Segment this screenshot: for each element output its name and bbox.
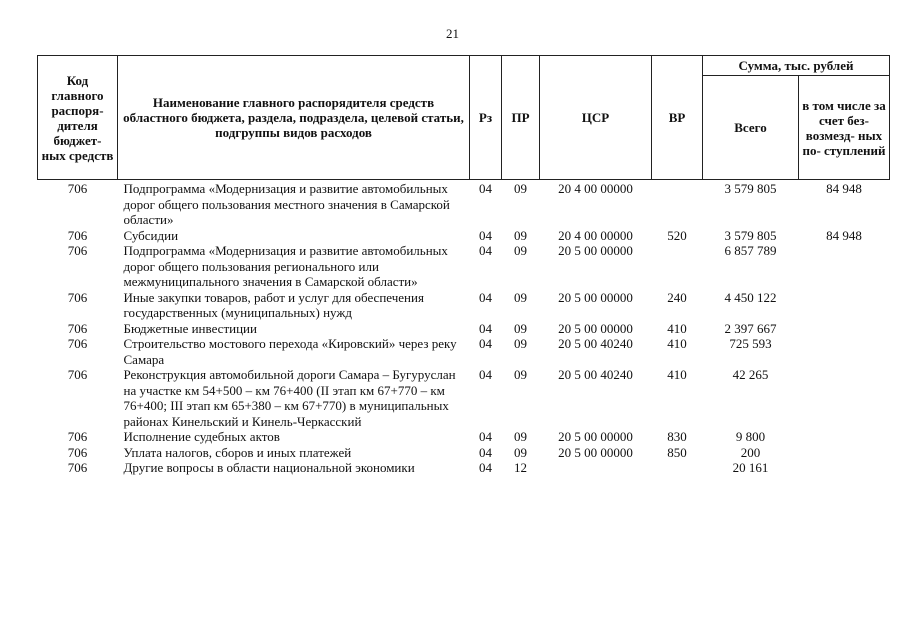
row-vr: 850 <box>667 444 687 460</box>
table-row <box>38 367 890 429</box>
row-incl: 84 948 <box>826 227 862 243</box>
header-sum-group: Сумма, тыс. рублей <box>703 56 890 76</box>
row-csr: 20 4 00 00000 <box>558 181 633 196</box>
table-row <box>38 180 890 228</box>
row-csr: 20 5 00 40240 <box>558 336 633 351</box>
row-total: 20 161 <box>732 460 769 475</box>
row-code: 706 <box>67 429 88 444</box>
row-csr: 20 5 00 00000 <box>558 289 633 305</box>
row-pr: 09 <box>514 429 527 444</box>
table-body <box>38 180 890 476</box>
row-name: Бюджетные инвестиции <box>123 320 257 336</box>
row-total: 2 397 667 <box>724 320 777 336</box>
budget-table <box>37 55 890 476</box>
row-name: Другие вопросы в области национальной экономики <box>123 460 415 475</box>
row-incl <box>799 367 890 429</box>
header-total: Всего <box>703 76 799 180</box>
row-pr: 09 <box>514 181 527 196</box>
row-total: 3 579 805 <box>724 227 777 243</box>
header-code: Код главного распоря- дителя бюджет- ных средств <box>38 56 118 180</box>
row-vr: 410 <box>667 367 687 382</box>
row-csr: 20 5 00 00000 <box>558 320 633 336</box>
header-pr: ПР <box>502 56 540 180</box>
row-csr: 20 5 00 40240 <box>558 367 633 382</box>
table-row <box>38 228 890 244</box>
row-rz: 04 <box>479 181 492 196</box>
row-incl <box>799 321 890 337</box>
table-row <box>38 445 890 461</box>
row-code: 706 <box>67 320 88 336</box>
row-name: Исполнение судебных актов <box>123 429 280 444</box>
row-incl <box>799 290 890 321</box>
table-row <box>38 243 890 290</box>
row-rz: 04 <box>479 460 492 475</box>
row-rz: 04 <box>479 289 492 305</box>
page-number: 21 <box>446 26 459 41</box>
row-pr: 09 <box>514 444 527 460</box>
row-vr <box>652 243 703 290</box>
row-rz: 04 <box>479 367 492 382</box>
row-vr: 410 <box>667 336 687 351</box>
header-csr: ЦСР <box>540 56 652 180</box>
row-csr <box>540 460 652 476</box>
row-code: 706 <box>67 367 88 382</box>
row-incl <box>799 445 890 461</box>
row-rz: 04 <box>479 429 492 444</box>
row-name: Строительство мостового перехода «Кировский» через реку Самара <box>123 336 457 367</box>
row-rz: 04 <box>479 336 492 351</box>
table-row <box>38 460 890 476</box>
row-vr <box>652 460 703 476</box>
row-name: Подпрограмма «Модернизация и развитие автомобильных дорог общего пользования регионального или межмуниципального значения в Самарской области» <box>123 243 448 289</box>
row-vr: 520 <box>667 227 687 243</box>
row-total: 200 <box>740 444 761 460</box>
table-row <box>38 321 890 337</box>
row-vr: 240 <box>667 289 687 305</box>
row-rz: 04 <box>479 227 492 243</box>
row-name: Подпрограмма «Модернизация и развитие автомобильных дорог общего пользования местного значения в Самарской области» <box>123 181 450 227</box>
row-name: Иные закупки товаров, работ и услуг для обеспечения государственных (муниципальных) нужд <box>123 289 424 320</box>
row-incl <box>799 336 890 367</box>
row-total: 6 857 789 <box>724 243 777 258</box>
row-code: 706 <box>67 460 88 475</box>
row-name: Уплата налогов, сборов и иных платежей <box>123 444 352 460</box>
row-vr: 830 <box>667 429 687 444</box>
row-rz: 04 <box>479 444 492 460</box>
row-pr: 09 <box>514 336 527 351</box>
row-code: 706 <box>67 289 88 305</box>
row-rz: 04 <box>479 320 492 336</box>
row-incl <box>799 429 890 445</box>
header-name: Наименование главного распорядителя средств областного бюджета, раздела, подраздела, целевой статьи, подгруппы видов расходов <box>118 56 470 180</box>
row-csr: 20 4 00 00000 <box>558 227 633 243</box>
row-pr: 09 <box>514 289 527 305</box>
row-pr: 09 <box>514 320 527 336</box>
row-total: 4 450 122 <box>724 289 777 305</box>
row-total: 725 593 <box>729 336 772 351</box>
row-incl <box>799 243 890 290</box>
row-total: 3 579 805 <box>724 181 777 196</box>
row-incl <box>799 460 890 476</box>
table-row <box>38 336 890 367</box>
row-code: 706 <box>67 243 88 258</box>
header-incl: в том числе за счет без- возмезд- ных по- ступлений <box>799 76 890 180</box>
row-incl: 84 948 <box>826 181 862 196</box>
row-vr: 410 <box>667 320 687 336</box>
row-pr: 09 <box>514 367 527 382</box>
row-total: 9 800 <box>735 429 766 444</box>
row-csr: 20 5 00 00000 <box>558 444 633 460</box>
row-rz: 04 <box>479 243 492 258</box>
header-vr: ВР <box>652 56 703 180</box>
table-header <box>38 56 890 180</box>
row-pr: 09 <box>514 243 527 258</box>
row-vr <box>652 180 703 228</box>
header-rz: Рз <box>470 56 502 180</box>
row-name: Субсидии <box>123 227 179 243</box>
row-csr: 20 5 00 00000 <box>558 429 633 444</box>
row-code: 706 <box>67 181 88 196</box>
row-total: 42 265 <box>732 367 769 382</box>
row-pr: 09 <box>514 227 527 243</box>
row-code: 706 <box>67 227 88 243</box>
row-name: Реконструкция автомобильной дороги Самара – Бугуруслан на участке км 54+500 – км 76+400 (II этап км 67+770 – км 76+400; III этап км 65+380 – км 67+770) в муниципальных районах Кинельский и Кинель-Черкасский <box>123 367 456 429</box>
row-code: 706 <box>67 444 88 460</box>
table-row <box>38 290 890 321</box>
table-row <box>38 429 890 445</box>
row-code: 706 <box>67 336 88 351</box>
row-pr: 12 <box>514 460 527 475</box>
row-csr: 20 5 00 00000 <box>558 243 633 258</box>
